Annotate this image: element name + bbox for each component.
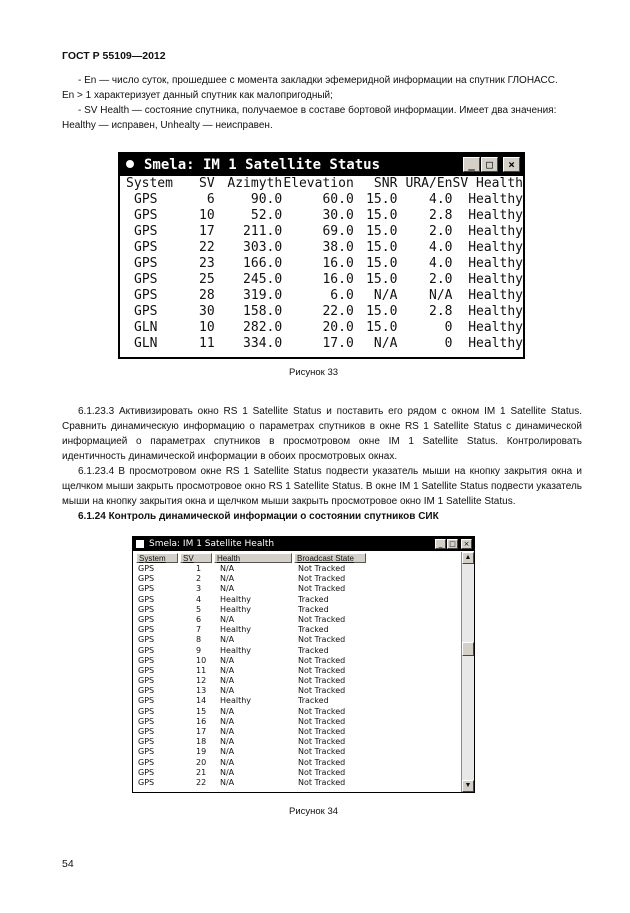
table-cell: 10 bbox=[199, 208, 215, 223]
list-cell: Not Tracked bbox=[298, 676, 346, 686]
list-cell: 13 bbox=[196, 686, 207, 696]
table-cell: Healthy bbox=[468, 224, 523, 239]
table-cell: 15.0 bbox=[366, 224, 398, 239]
table-cell: 52.0 bbox=[250, 208, 283, 223]
column-header-health[interactable]: Health bbox=[214, 553, 292, 563]
table-cell: 17 bbox=[199, 224, 215, 239]
list-cell: GPS bbox=[138, 594, 155, 604]
table-cell: Healthy bbox=[468, 272, 523, 287]
list-cell: Not Tracked bbox=[298, 737, 346, 747]
table-row bbox=[124, 320, 523, 336]
intro-line: En > 1 характеризует данный спутник как малопригодный; bbox=[62, 90, 333, 101]
list-cell: GPS bbox=[138, 706, 155, 716]
list-cell: 2 bbox=[196, 574, 202, 584]
list-cell: Not Tracked bbox=[298, 686, 346, 696]
list-cell: N/A bbox=[220, 665, 235, 675]
table-cell: 4.0 bbox=[429, 240, 453, 255]
list-cell: GPS bbox=[138, 584, 155, 594]
table-cell: Healthy bbox=[468, 336, 523, 351]
list-cell: Not Tracked bbox=[298, 574, 346, 584]
section-heading: 6.1.24 Контроль динамической информации о состоянии спутников СИК bbox=[78, 511, 439, 522]
list-cell: Not Tracked bbox=[298, 635, 346, 645]
list-cell: Not Tracked bbox=[298, 655, 346, 665]
list-cell: GPS bbox=[138, 747, 155, 757]
list-cell: Not Tracked bbox=[298, 614, 346, 624]
table-cell: 22.0 bbox=[322, 304, 354, 319]
list-cell: 14 bbox=[196, 696, 207, 706]
maximize-button[interactable]: □ bbox=[481, 157, 498, 172]
table-cell: 303.0 bbox=[243, 240, 283, 255]
list-cell: GPS bbox=[138, 696, 155, 706]
table-cell: 15.0 bbox=[366, 304, 398, 319]
list-cell: Not Tracked bbox=[298, 665, 346, 675]
list-cell: 11 bbox=[196, 665, 207, 675]
table-cell: 4.0 bbox=[429, 192, 453, 207]
list-cell: N/A bbox=[220, 747, 235, 757]
table-cell: 282.0 bbox=[243, 320, 283, 335]
list-cell: GPS bbox=[138, 716, 155, 726]
list-cell: 20 bbox=[196, 757, 207, 767]
list-cell: GPS bbox=[138, 727, 155, 736]
list-cell: Healthy bbox=[220, 645, 252, 655]
column-header: URA/En bbox=[405, 176, 453, 191]
list-cell: 22 bbox=[196, 777, 207, 787]
list-cell: 12 bbox=[196, 676, 207, 686]
page-number: 54 bbox=[62, 858, 74, 870]
table-cell: 6 bbox=[206, 192, 215, 207]
table-cell: 60.0 bbox=[322, 192, 354, 207]
table-cell: 10 bbox=[199, 320, 215, 335]
list-cell: 15 bbox=[196, 706, 207, 716]
table-row bbox=[124, 224, 523, 240]
table-row bbox=[124, 208, 523, 224]
table-cell: 15.0 bbox=[366, 320, 398, 335]
table-cell: 0 bbox=[444, 320, 453, 335]
table-cell: 30.0 bbox=[322, 208, 354, 223]
table-cell: GPS bbox=[134, 288, 158, 303]
table-cell: GLN bbox=[134, 336, 158, 351]
list-cell: Not Tracked bbox=[298, 584, 346, 594]
list-cell: Tracked bbox=[298, 604, 329, 614]
column-header: SNR bbox=[373, 176, 398, 191]
list-cell: 6 bbox=[196, 614, 202, 624]
list-cell: GPS bbox=[138, 564, 155, 573]
table-cell: N/A bbox=[373, 288, 398, 303]
list-cell: Not Tracked bbox=[298, 747, 346, 757]
list-cell: GPS bbox=[138, 655, 155, 665]
table-cell: Healthy bbox=[468, 256, 523, 271]
list-cell: N/A bbox=[220, 655, 235, 665]
column-header-broadcast-state[interactable]: Broadcast State bbox=[294, 553, 366, 563]
table-cell: 30 bbox=[199, 304, 215, 319]
table-cell: 6.0 bbox=[330, 288, 354, 303]
list-cell: N/A bbox=[220, 737, 235, 747]
list-cell: 3 bbox=[196, 584, 202, 594]
table-cell: 2.0 bbox=[429, 272, 453, 287]
list-cell: 21 bbox=[196, 767, 207, 777]
table-cell: 2.0 bbox=[429, 224, 453, 239]
table-cell: GPS bbox=[134, 224, 158, 239]
list-cell: 18 bbox=[196, 737, 207, 747]
table-cell: Healthy bbox=[468, 240, 523, 255]
table-cell: GPS bbox=[134, 208, 158, 223]
list-cell: 10 bbox=[196, 655, 207, 665]
window-title-bar[interactable] bbox=[133, 537, 474, 551]
intro-text bbox=[62, 73, 582, 133]
list-cell: GPS bbox=[138, 757, 155, 767]
table-row bbox=[124, 304, 523, 320]
table-cell: N/A bbox=[373, 336, 398, 351]
table-cell: GPS bbox=[134, 304, 158, 319]
list-cell: N/A bbox=[220, 777, 235, 787]
scroll-down-icon[interactable]: ▼ bbox=[462, 780, 474, 792]
list-cell: 17 bbox=[196, 727, 207, 736]
list-cell: 8 bbox=[196, 635, 202, 645]
table-row bbox=[124, 240, 523, 256]
list-cell: N/A bbox=[220, 727, 235, 736]
list-cell: GPS bbox=[138, 676, 155, 686]
column-header: Elevation bbox=[283, 176, 354, 191]
table-cell: 15.0 bbox=[366, 192, 398, 207]
table-cell: 334.0 bbox=[243, 336, 283, 351]
table-cell: 15.0 bbox=[366, 208, 398, 223]
scroll-up-icon[interactable]: ▲ bbox=[462, 552, 474, 564]
body-text bbox=[62, 404, 582, 524]
list-cell: N/A bbox=[220, 757, 235, 767]
intro-line: Healthy — исправен, Unhealty — неисправен. bbox=[62, 120, 273, 131]
table-row bbox=[124, 192, 523, 208]
table-cell: GPS bbox=[134, 272, 158, 287]
list-cell: Not Tracked bbox=[298, 767, 346, 777]
list-cell: Healthy bbox=[220, 594, 252, 604]
document-header: ГОСТ Р 55109—2012 bbox=[62, 50, 166, 62]
list-cell: GPS bbox=[138, 737, 155, 747]
list-cell: GPS bbox=[138, 665, 155, 675]
list-cell: Healthy bbox=[220, 696, 252, 706]
list-cell: Not Tracked bbox=[298, 777, 346, 787]
table-cell: GPS bbox=[134, 240, 158, 255]
table-cell: 158.0 bbox=[243, 304, 283, 319]
paragraph-6-1-23-3: 6.1.23.3 Активизировать окно RS 1 Satellite Status и поставить его рядом с окном IM 1 Satellite Status. Сравнить динамическую информацию о параметрах спутников в окне RS 1 Satellite Status с динамической информацией о параметрах спутников в просмотровом окне IM 1 Satellite Status. Контролировать идентичность динамической информации в обоих просмотровых окнах. bbox=[62, 406, 582, 462]
table-cell: 28 bbox=[199, 288, 215, 303]
table-cell: GPS bbox=[134, 256, 158, 271]
table-cell: 245.0 bbox=[243, 272, 283, 287]
list-cell: Tracked bbox=[298, 696, 329, 706]
system-menu-icon[interactable] bbox=[126, 160, 134, 168]
paragraph-6-1-23-4: 6.1.23.4 В просмотровом окне RS 1 Satellite Status подвести указатель мыши на кнопку закрытия окна и щелчком мыши закрыть просмотровое окно RS 1 Satellite Status. В окне IM 1 Satellite Status подвести указатель мыши на кнопку закрытия окна и щелчком мыши закрыть просмотровое окно IM 1 Satellite Status. bbox=[62, 466, 582, 507]
list-cell: N/A bbox=[220, 716, 235, 726]
table-cell: 23 bbox=[199, 256, 215, 271]
maximize-button[interactable]: □ bbox=[447, 539, 458, 549]
list-cell: GPS bbox=[138, 614, 155, 624]
list-cell: N/A bbox=[220, 584, 235, 594]
column-header: SV bbox=[199, 176, 215, 191]
column-header: SV Health bbox=[452, 176, 523, 191]
table-header-row bbox=[124, 176, 523, 192]
table-cell: 15.0 bbox=[366, 272, 398, 287]
list-cell: GPS bbox=[138, 686, 155, 696]
close-button[interactable]: × bbox=[461, 539, 472, 549]
table-cell: 15.0 bbox=[366, 256, 398, 271]
list-cell: Not Tracked bbox=[298, 727, 346, 736]
table-cell: 20.0 bbox=[322, 320, 354, 335]
column-header-sv[interactable]: SV bbox=[180, 553, 212, 563]
list-cell: N/A bbox=[220, 635, 235, 645]
table-cell: GLN bbox=[134, 320, 158, 335]
list-cell: N/A bbox=[220, 564, 235, 573]
list-cell: 9 bbox=[196, 645, 202, 655]
list-cell: 1 bbox=[196, 564, 202, 573]
list-cell: GPS bbox=[138, 635, 155, 645]
list-cell: 4 bbox=[196, 594, 202, 604]
table-cell: 211.0 bbox=[243, 224, 283, 239]
table-cell: Healthy bbox=[468, 320, 523, 335]
list-cell: Healthy bbox=[220, 625, 252, 635]
scroll-thumb[interactable] bbox=[462, 642, 474, 656]
list-cell: N/A bbox=[220, 706, 235, 716]
list-cell: GPS bbox=[138, 767, 155, 777]
list-cell: Not Tracked bbox=[298, 706, 346, 716]
list-cell: 16 bbox=[196, 716, 207, 726]
table-cell: 2.8 bbox=[429, 208, 453, 223]
table-cell: 90.0 bbox=[250, 192, 283, 207]
minimize-button[interactable]: _ bbox=[463, 157, 480, 172]
list-cell: Not Tracked bbox=[298, 757, 346, 767]
list-cell: Not Tracked bbox=[298, 716, 346, 726]
table-cell: 16.0 bbox=[322, 272, 354, 287]
column-header: Azimyth bbox=[227, 176, 283, 191]
list-cell: 7 bbox=[196, 625, 202, 635]
table-cell: Healthy bbox=[468, 304, 523, 319]
table-cell: 25 bbox=[199, 272, 215, 287]
list-cell: N/A bbox=[220, 614, 235, 624]
table-cell: 17.0 bbox=[322, 336, 354, 351]
satellite-health-window[interactable] bbox=[132, 536, 475, 793]
table-cell: 4.0 bbox=[429, 256, 453, 271]
table-cell: 15.0 bbox=[366, 240, 398, 255]
list-cell: N/A bbox=[220, 767, 235, 777]
list-cell: GPS bbox=[138, 604, 155, 614]
table-cell: 319.0 bbox=[243, 288, 283, 303]
table-cell: Healthy bbox=[468, 288, 523, 303]
table-row bbox=[124, 288, 523, 304]
figure-caption-33: Рисунок 33 bbox=[289, 367, 339, 378]
table-cell: 11 bbox=[199, 336, 215, 351]
figure-caption-34: Рисунок 34 bbox=[289, 806, 339, 817]
table-cell: GPS bbox=[134, 192, 158, 207]
list-cell: Tracked bbox=[298, 594, 329, 604]
minimize-button[interactable]: _ bbox=[435, 539, 446, 549]
table-cell: 16.0 bbox=[322, 256, 354, 271]
table-cell: 38.0 bbox=[322, 240, 354, 255]
table-cell: Healthy bbox=[468, 192, 523, 207]
table-row bbox=[124, 272, 523, 288]
table-cell: 69.0 bbox=[322, 224, 354, 239]
list-cell: N/A bbox=[220, 686, 235, 696]
list-cell: Tracked bbox=[298, 645, 329, 655]
window-title: Smela: IM 1 Satellite Status bbox=[144, 157, 381, 173]
table-cell: Healthy bbox=[468, 208, 523, 223]
satellite-status-table bbox=[124, 176, 523, 352]
window-title: Smela: IM 1 Satellite Health bbox=[149, 539, 275, 549]
window-app-icon[interactable] bbox=[136, 540, 144, 548]
column-header: System bbox=[126, 176, 173, 191]
intro-line: - En — число суток, прошедшее с момента закладки эфемеридной информации на спутник ГЛОНАСС. bbox=[78, 75, 558, 86]
vertical-scrollbar[interactable] bbox=[461, 552, 474, 792]
satellite-status-window[interactable] bbox=[118, 152, 525, 359]
list-cell: Not Tracked bbox=[298, 564, 346, 573]
intro-line: - SV Health — состояние спутника, получаемое в составе бортовой информации. Имеет два значения: bbox=[78, 105, 557, 116]
list-cell: 5 bbox=[196, 604, 202, 614]
column-header-system[interactable]: System bbox=[136, 553, 178, 563]
window-title-bar[interactable] bbox=[120, 154, 523, 176]
list-cell: GPS bbox=[138, 574, 155, 584]
close-button[interactable]: × bbox=[503, 157, 520, 172]
table-row bbox=[124, 256, 523, 272]
list-cell: GPS bbox=[138, 645, 155, 655]
list-cell: N/A bbox=[220, 574, 235, 584]
table-cell: 166.0 bbox=[243, 256, 283, 271]
list-cell: Tracked bbox=[298, 625, 329, 635]
list-cell: GPS bbox=[138, 625, 155, 635]
table-cell: 2.8 bbox=[429, 304, 453, 319]
table-cell: 22 bbox=[199, 240, 215, 255]
list-cell: GPS bbox=[138, 777, 155, 787]
list-cell: Healthy bbox=[220, 604, 252, 614]
table-cell: N/A bbox=[429, 288, 453, 303]
list-cell: N/A bbox=[220, 676, 235, 686]
list-cell: 19 bbox=[196, 747, 207, 757]
table-row bbox=[124, 336, 523, 352]
table-cell: 0 bbox=[444, 336, 453, 351]
